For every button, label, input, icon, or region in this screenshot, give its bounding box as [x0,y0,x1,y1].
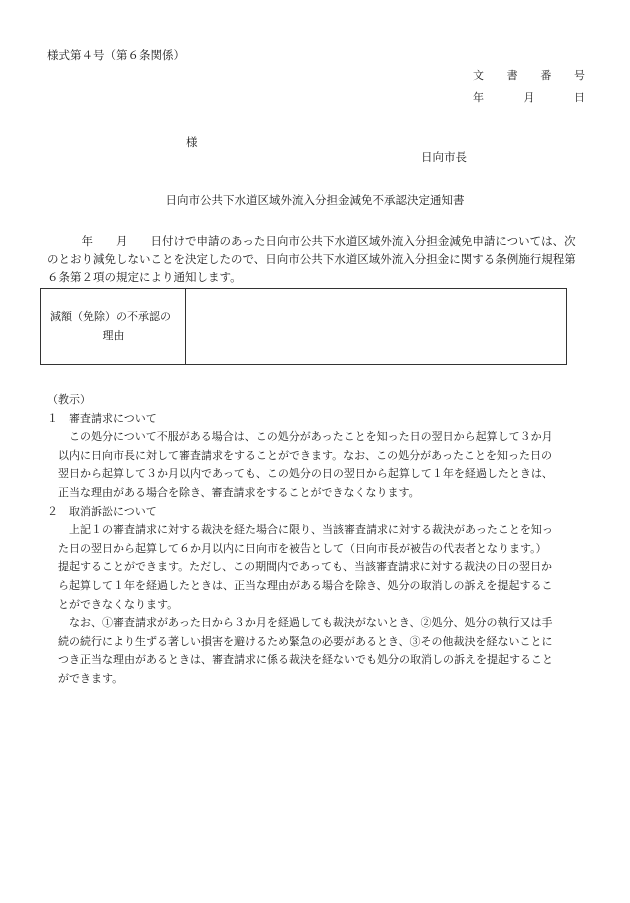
document-number-label [473,70,585,81]
issuer: 日向市長 [421,150,467,164]
doc-number-char: 号 [573,69,585,82]
section1-line: この処分について不服がある場合は、この処分があったことを知った日の翌日から起算して３か月 [58,430,553,444]
body-line: 年 月 日付けで申請のあった日向市公共下水道区域外流入分担金減免申請については、次 [47,234,576,248]
reason-label-cell [41,289,186,364]
section1-title: １ 審査請求について [47,411,157,425]
date-label [473,92,585,103]
reason-value-cell [186,289,566,364]
section2-line: ができます。 [58,671,124,685]
section1-line: 翌日から起算して３か月以内であっても、この処分の日の翌日から起算して１年を経過したときは、 [58,467,553,481]
notice-section [47,391,592,689]
reason-label-line1: 減額（免除）の不承認の [50,310,171,323]
section1-line: 正当な理由がある場合を除き、審査請求をすることができなくなります。 [58,485,420,499]
doc-number-char: 文 [473,69,484,82]
date-month: 月 [523,91,535,104]
section2-line: なお、①審査請求があった日から３か月を経過しても裁決がないとき、②処分、処分の執行又は手 [58,616,553,630]
notice-heading: （教示） [47,393,91,406]
section1-line: 以内に日向市長に対して審査請求をすることができます。なお、この処分があったことを知った日の [58,448,553,462]
addressee: 様 [186,135,198,149]
section2-line: た日の翌日から起算して６か月以内に日向市を被告として（日向市長が被告の代表者となります。） [58,541,547,555]
section2-line: 提起することができます。ただし、この期間内であっても、当該審査請求に対する裁決の日の翌日か [58,560,553,574]
form-label: 様式第４号（第６条関係） [47,48,185,62]
date-year: 年 [473,91,484,104]
section2-line: 続の続行により生ずる著しい損害を避けるため緊急の必要があるとき、③その他裁決を経ないことに [58,634,553,648]
reason-table [40,288,567,365]
doc-number-char: 書 [506,69,518,82]
section2-line: とができなくなります。 [58,597,179,611]
reason-label-line2: 理由 [102,329,125,342]
body-line: ６条第２項の規定により通知します。 [47,270,242,284]
page-title: 日向市公共下水道区域外流入分担金減免不承認決定通知書 [165,193,465,207]
date-day: 日 [574,91,585,104]
body-line: のとおり減免しないことを決定したので、日向市公共下水道区域外流入分担金に関する条例施行規程第 [47,252,576,266]
body-paragraph [47,232,587,286]
section2-line: つき正当な理由があるときは、審査請求に係る裁決を経ないでも処分の取消しの訴えを提起すること [58,653,553,667]
section2-line: ら起算して１年を経過したときは、正当な理由がある場合を除き、処分の取消しの訴えを提起するこ [58,578,553,592]
doc-number-char: 番 [540,69,552,82]
section2-line: 上記１の審査請求に対する裁決を経た場合に限り、当該審査請求に対する裁決があったことを知っ [58,523,553,537]
section2-title: ２ 取消訴訟について [47,504,157,518]
